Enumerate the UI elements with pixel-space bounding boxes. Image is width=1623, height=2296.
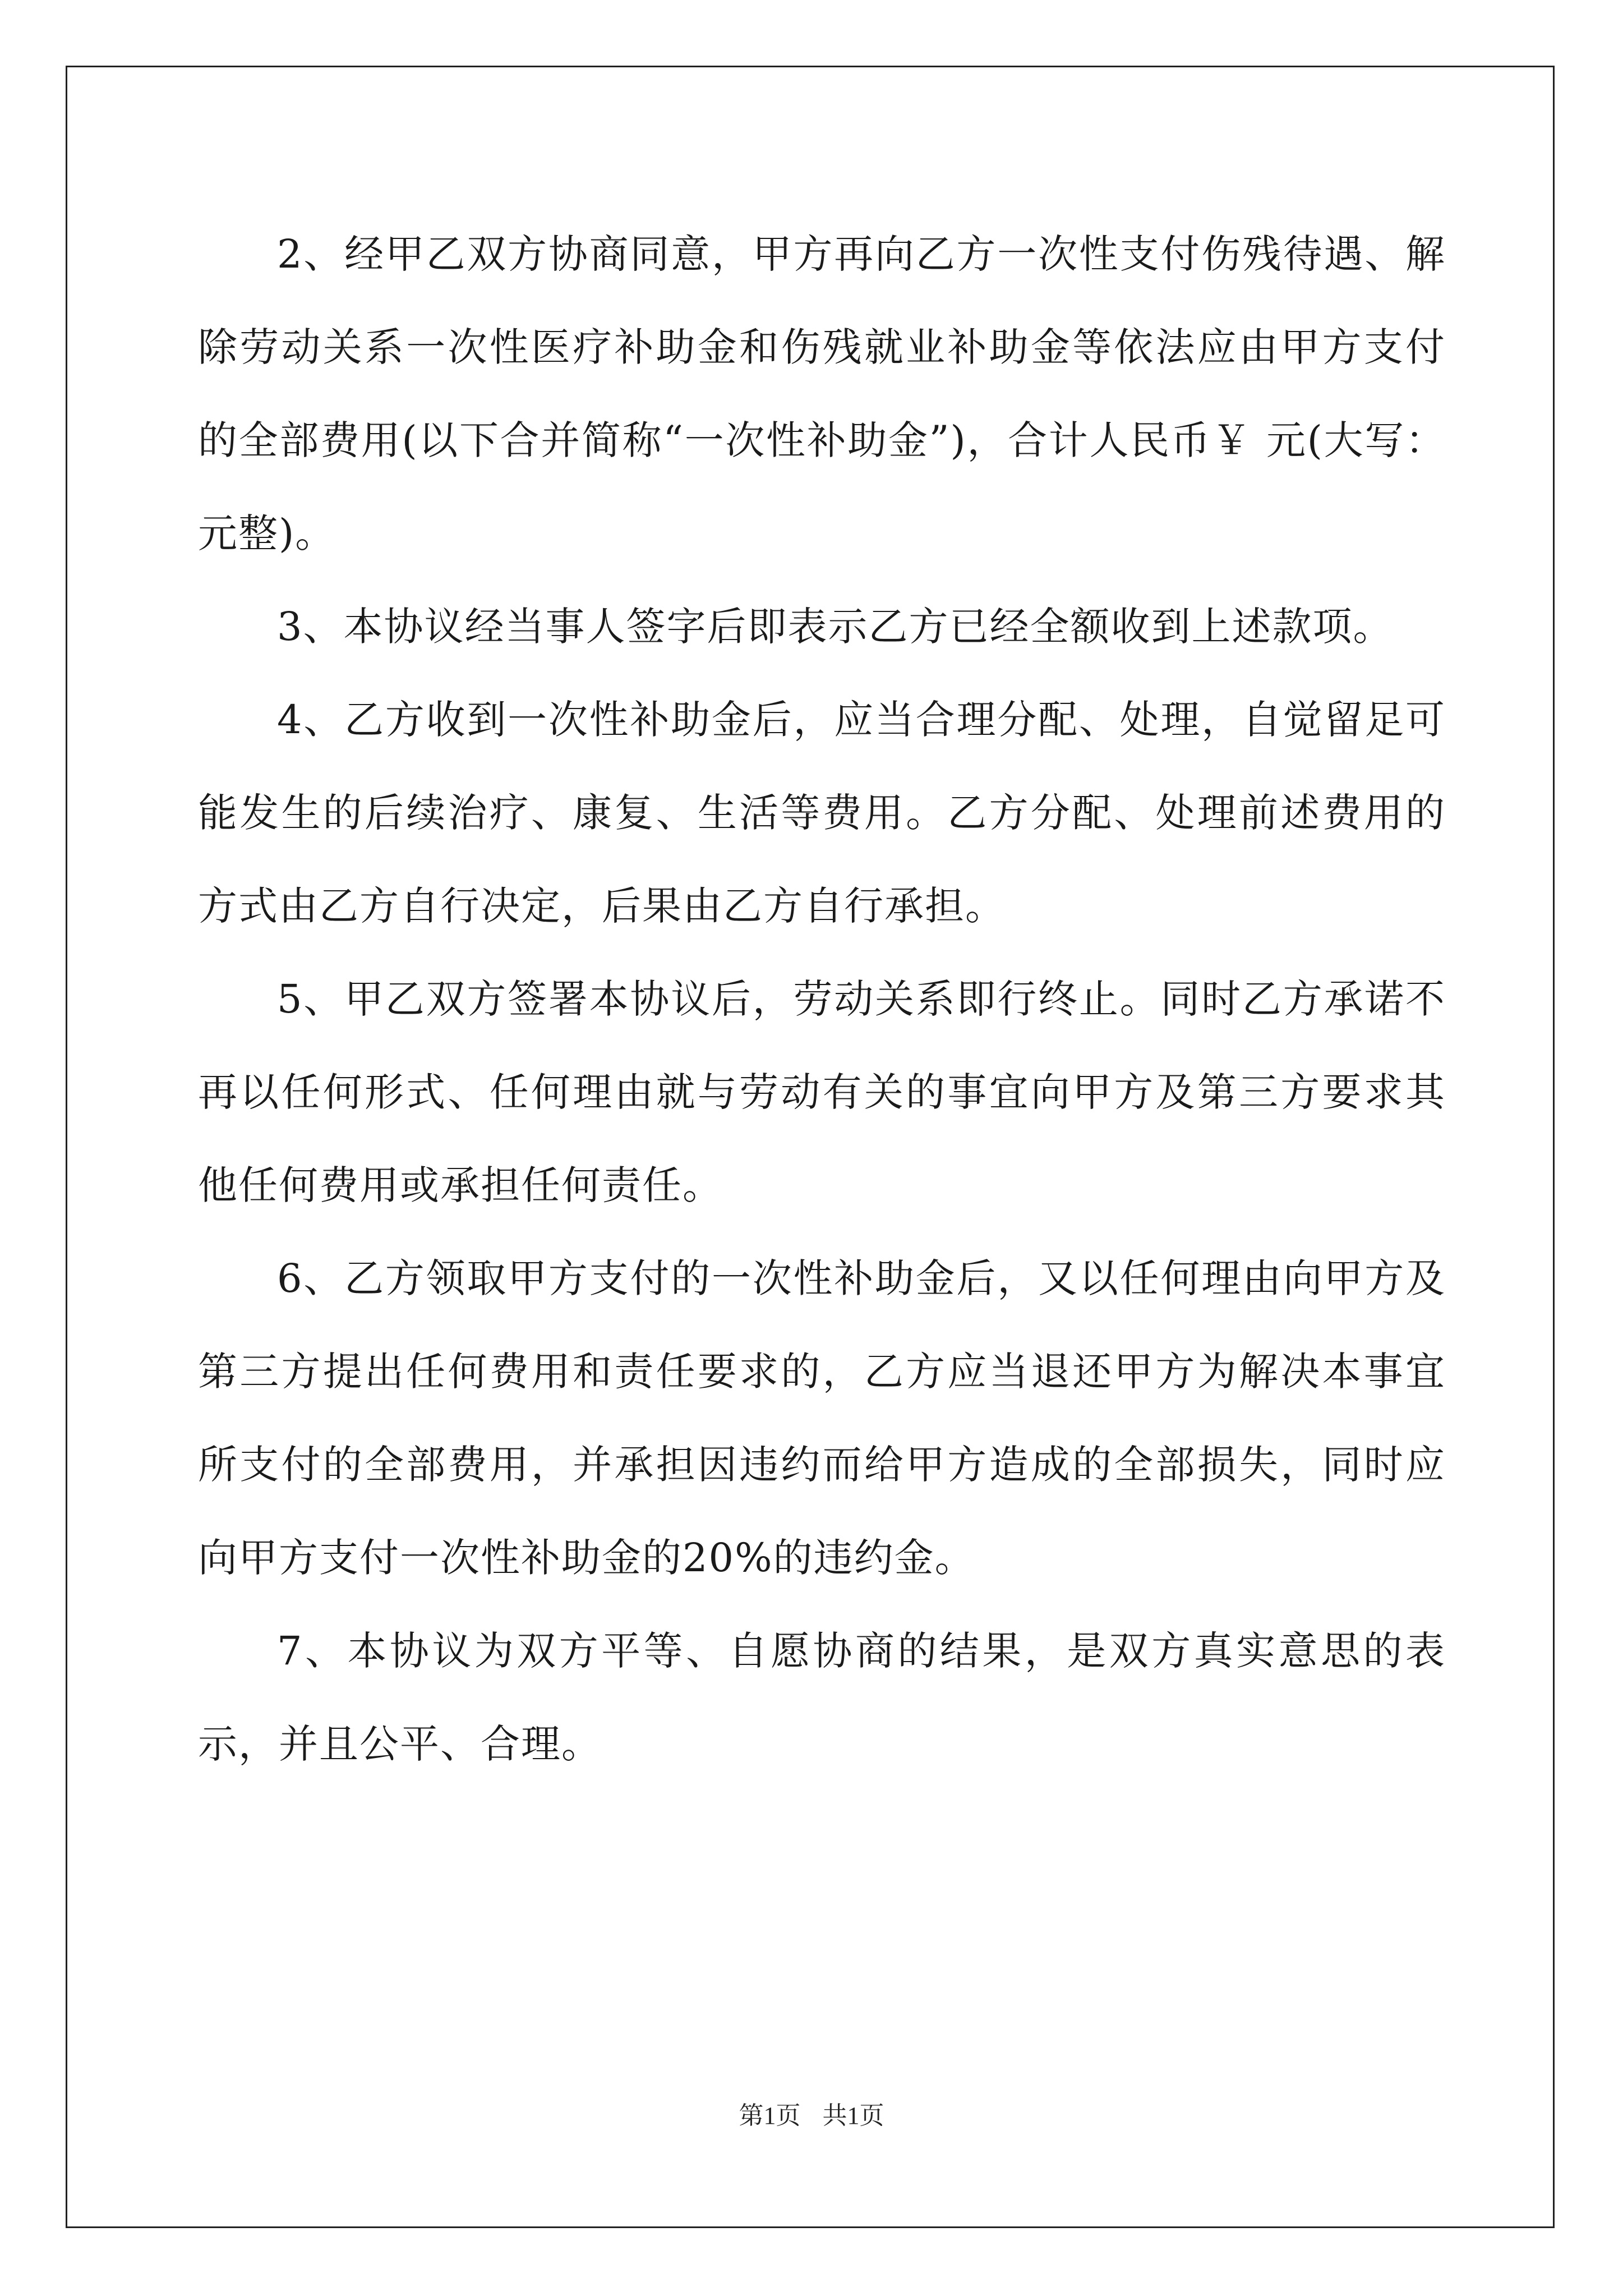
paragraph-clause-5: 5、甲乙双方签署本协议后，劳动关系即行终止。同时乙方承诺不再以任何形式、任何理由就与劳动有关的事宜向甲方及第三方要求其他任何费用或承担任何责任。	[198, 976, 1446, 1208]
paragraph-clause-6: 6、乙方领取甲方支付的一次性补助金后，又以任何理由向甲方及第三方提出任何费用和责任要求的，乙方应当退还甲方为解决本事宜所支付的全部费用，并承担因违约而给甲方造成的全部损失，同时应向甲方支付一次性补助金的20%的违约金。	[198, 1255, 1446, 1581]
paragraph-clause-7: 7、本协议为双方平等、自愿协商的结果，是双方真实意思的表示，并且公平、合理。	[198, 1628, 1446, 1767]
paragraph-clause-3: 3、本协议经当事人签字后即表示乙方已经全额收到上述款项。	[277, 604, 1394, 650]
document-body	[198, 208, 1446, 1791]
paragraph-clause-4: 4、乙方收到一次性补助金后，应当合理分配、处理，自觉留足可能发生的后续治疗、康复、生活等费用。乙方分配、处理前述费用的方式由乙方自行决定，后果由乙方自行承担。	[198, 697, 1446, 929]
page-footer	[0, 2095, 1623, 2131]
paragraph-clause-2: 2、经甲乙双方协商同意，甲方再向乙方一次性支付伤残待遇、解除劳动关系一次性医疗补助金和伤残就业补助金等依法应由甲方支付的全部费用(以下合并简称“一次性补助金”)，合计人民币￥ 元(大写： 元整)。	[198, 231, 1446, 556]
page-number: 第1页	[739, 2102, 801, 2129]
page-total: 共1页	[822, 2102, 884, 2129]
